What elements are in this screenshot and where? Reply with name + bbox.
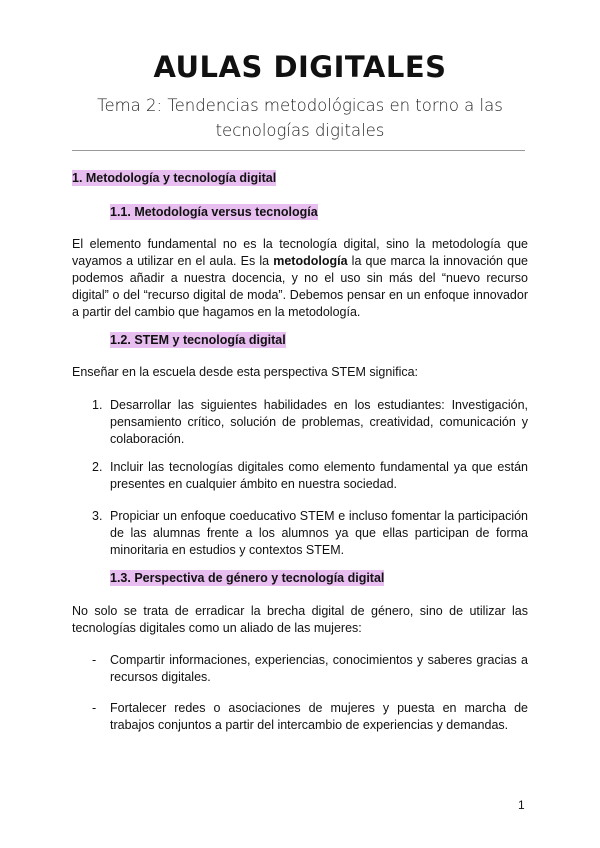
subsection-heading-1-1 (110, 205, 318, 219)
subsection-heading-1-3 (110, 571, 384, 585)
paragraph-methodology-end: la que marca la innovación que podemos añadir a nuestra docencia, y no el uso sin más del “nuevo recurso digital” o del “recurso digital de moda”. Debemos pensar en un enfoque innovador a partir del cambio que hagamos en la metodología. (72, 254, 528, 319)
paragraph-methodology (72, 236, 528, 321)
ordered-list-marker-3: 3. (92, 509, 103, 523)
ordered-list-item-2: Incluir las tecnologías digitales como elemento fundamental ya que están presentes en cualquier ámbito en nuestra sociedad. (110, 460, 528, 491)
ordered-list-marker-1: 1. (92, 398, 103, 412)
paragraph-stem-intro: Enseñar en la escuela desde esta perspectiva STEM significa: (72, 365, 419, 379)
bullet-item-2: Fortalecer redes o asociaciones de mujeres y puesta en marcha de trabajos conjuntos a partir del intercambio de experiencias y demandas. (110, 701, 528, 732)
bullet-marker-1: - (92, 653, 97, 667)
paragraph-gender: No solo se trata de erradicar la brecha digital de género, sino de utilizar las tecnologías digitales como un aliado de las mujeres: (72, 604, 528, 635)
bullet-marker-2: - (92, 701, 97, 715)
document-subtitle (60, 93, 540, 143)
document-title: AULAS DIGITALES (153, 50, 447, 84)
ordered-list-marker-2: 2. (92, 460, 103, 474)
header-divider (72, 150, 525, 151)
bullet-item-1: Compartir informaciones, experiencias, conocimientos y saberes gracias a recursos digitales. (110, 653, 528, 684)
subsection-heading-1-3-text: 1.3. Perspectiva de género y tecnología digital (110, 571, 385, 585)
section-heading-1 (72, 171, 276, 185)
paragraph-methodology-bold: metodología (273, 254, 348, 268)
subtitle-line-1: Tema 2: Tendencias metodológicas en torno a las (97, 96, 503, 115)
subsection-heading-1-2-text: 1.2. STEM y tecnología digital (110, 333, 286, 347)
paragraph-methodology-start: El elemento fundamental no es la tecnología digital, sino la metodología que vayamos a utilizar en el aula. Es la (72, 237, 528, 268)
subtitle-line-2: tecnologías digitales (215, 121, 385, 140)
page-number: 1 (518, 798, 525, 812)
ordered-list-item-3: Propiciar un enfoque coeducativo STEM e incluso fomentar la participación de las alumnas frente a los alumnos ya que ellas participan de forma minoritaria en estudios y contextos STEM. (110, 509, 528, 557)
ordered-list-item-1: Desarrollar las siguientes habilidades en los estudiantes: Investigación, pensamiento crítico, solución de problemas, creatividad, comunicación y colaboración. (110, 398, 528, 446)
subsection-heading-1-2 (110, 333, 286, 347)
section-heading-1-text: 1. Metodología y tecnología digital (72, 171, 277, 185)
subsection-heading-1-1-text: 1.1. Metodología versus tecnología (110, 205, 318, 219)
